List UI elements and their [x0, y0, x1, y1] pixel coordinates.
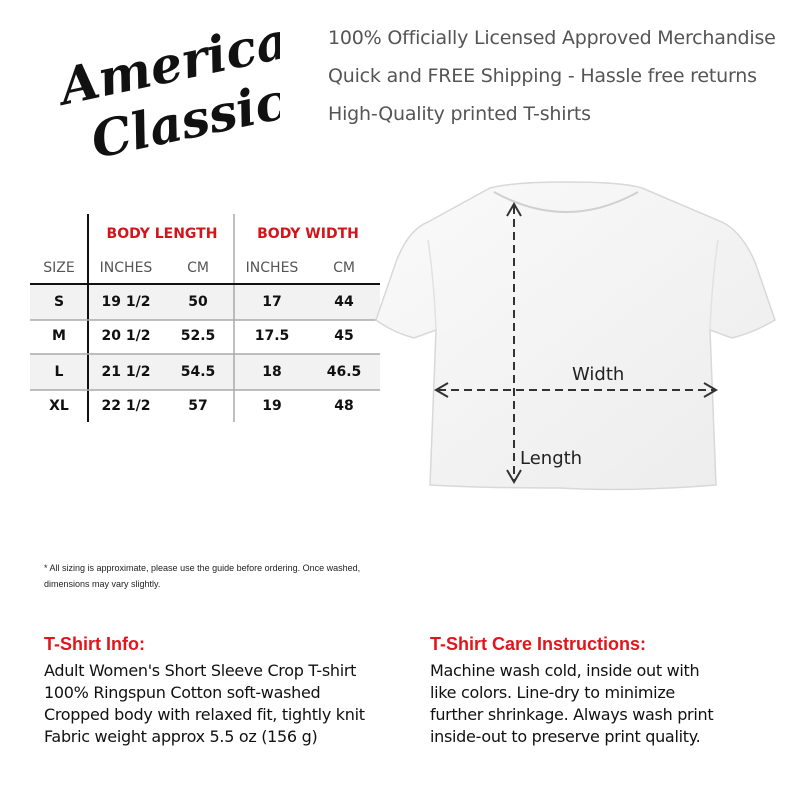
care-line: like colors. Line-dry to minimize	[430, 683, 675, 702]
row-s-length-cm: 50	[188, 294, 208, 310]
row-m-width-in: 17.5	[254, 328, 290, 344]
care-instructions-section	[430, 634, 790, 748]
row-xl-size: XL	[49, 398, 69, 414]
col-width-cm: CM	[333, 260, 355, 276]
care-line: inside-out to preserve print quality.	[430, 727, 701, 746]
row-l-length-in: 21 1/2	[101, 364, 151, 380]
row-m-length-in: 20 1/2	[101, 328, 151, 344]
table-grid	[30, 214, 380, 422]
col-width-inches: INCHES	[245, 260, 299, 276]
disclaimer-line: dimensions may vary slightly.	[44, 579, 161, 589]
row-l-size: L	[54, 364, 64, 380]
tshirt-info-section	[44, 634, 404, 748]
row-xl-width-in: 19	[262, 398, 282, 414]
row-s-length-in: 19 1/2	[101, 294, 151, 310]
size-chart-table	[30, 214, 380, 422]
tshirt-diagram	[370, 180, 780, 500]
info-line: Fabric weight approx 5.5 oz (156 g)	[44, 727, 318, 746]
row-xl-width-cm: 48	[334, 398, 354, 414]
header-body-width: BODY WIDTH	[257, 226, 359, 242]
row-l-width-in: 18	[262, 364, 282, 380]
tshirt-info-title: T-Shirt Info:	[44, 634, 145, 654]
care-instructions-title: T-Shirt Care Instructions:	[430, 634, 647, 654]
row-m-width-cm: 45	[334, 328, 354, 344]
row-l-length-cm: 54.5	[180, 364, 216, 380]
feature-list	[328, 24, 776, 138]
care-line: further shrinkage. Always wash print	[430, 705, 714, 724]
col-length-cm: CM	[187, 260, 209, 276]
width-label: Width	[572, 364, 625, 385]
col-length-inches: INCHES	[99, 260, 153, 276]
row-m-length-cm: 52.5	[180, 328, 216, 344]
row-s-width-cm: 44	[334, 294, 354, 310]
row-xl-length-cm: 57	[188, 398, 208, 414]
row-s-width-in: 17	[262, 294, 282, 310]
american-classics-logo	[40, 14, 280, 164]
row-s-size: S	[53, 294, 65, 310]
feature-licensed: 100% Officially Licensed Approved Merchandise	[328, 27, 776, 49]
col-size: SIZE	[43, 260, 75, 276]
care-line: Machine wash cold, inside out with	[430, 661, 700, 680]
info-line: Adult Women's Short Sleeve Crop T-shirt	[44, 661, 357, 680]
row-l-width-cm: 46.5	[326, 364, 362, 380]
svg-text:Classics: Classics	[85, 65, 280, 164]
info-line: Cropped body with relaxed fit, tightly knit	[44, 705, 365, 724]
row-xl-length-in: 22 1/2	[101, 398, 151, 414]
feature-quality: High-Quality printed T-shirts	[328, 103, 591, 125]
svg-text:American: American	[54, 14, 280, 117]
disclaimer-line: * All sizing is approximate, please use the guide before ordering. Once washed,	[44, 563, 361, 573]
sizing-disclaimer	[44, 560, 404, 592]
length-label: Length	[520, 448, 583, 469]
row-m-size: M	[52, 328, 66, 344]
header-body-length: BODY LENGTH	[106, 226, 218, 242]
info-line: 100% Ringspun Cotton soft-washed	[44, 683, 321, 702]
feature-shipping: Quick and FREE Shipping - Hassle free returns	[328, 65, 757, 87]
